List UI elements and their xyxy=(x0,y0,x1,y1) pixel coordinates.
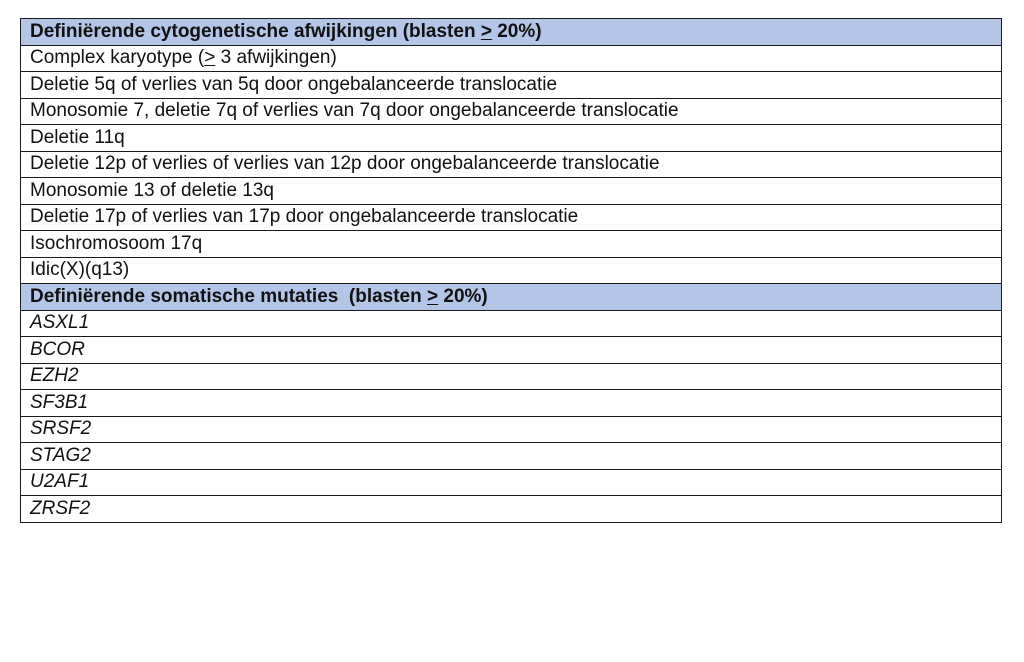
header-text: Definiërende somatische mutaties (blasten xyxy=(30,285,428,307)
definitions-table-container xyxy=(20,18,1002,523)
table-row xyxy=(21,363,1002,390)
table-row xyxy=(21,125,1002,152)
table-row xyxy=(21,496,1002,523)
table-cell: Deletie 17p of verlies van 17p door ongebalanceerde translocatie xyxy=(21,204,1002,231)
cell-text: 3 afwijkingen) xyxy=(215,47,337,69)
header-text: 20%) xyxy=(438,285,488,307)
header-text: Definiërende cytogenetische afwijkingen (blasten xyxy=(30,20,481,42)
table-row xyxy=(21,337,1002,364)
gene-cell: EZH2 xyxy=(21,363,1002,390)
table-row xyxy=(21,178,1002,205)
table-cell: Deletie 12p of verlies of verlies van 12p door ongebalanceerde translocatie xyxy=(21,151,1002,178)
section-header-somatic xyxy=(21,284,1002,311)
greater-equal-symbol: > xyxy=(427,285,439,307)
gene-cell: SRSF2 xyxy=(21,416,1002,443)
table-cell: Monosomie 13 of deletie 13q xyxy=(21,178,1002,205)
table-row xyxy=(21,204,1002,231)
section-header-row xyxy=(21,284,1002,311)
header-text: 20%) xyxy=(491,20,542,42)
table-row xyxy=(21,72,1002,99)
table-row xyxy=(21,416,1002,443)
table-row xyxy=(21,469,1002,496)
gene-cell: ZRSF2 xyxy=(21,496,1002,523)
gene-cell: SF3B1 xyxy=(21,390,1002,417)
table-row xyxy=(21,390,1002,417)
section-header-cytogenetic xyxy=(21,19,1002,46)
table-row xyxy=(21,151,1002,178)
table-cell xyxy=(21,45,1002,72)
table-cell: Deletie 11q xyxy=(21,125,1002,152)
gene-cell: U2AF1 xyxy=(21,469,1002,496)
table-row xyxy=(21,257,1002,284)
gene-cell: ASXL1 xyxy=(21,310,1002,337)
cell-text: Complex karyotype ( xyxy=(30,47,205,69)
gene-cell: STAG2 xyxy=(21,443,1002,470)
table-row xyxy=(21,443,1002,470)
table-cell: Idic(X)(q13) xyxy=(21,257,1002,284)
table-row xyxy=(21,98,1002,125)
table-row xyxy=(21,310,1002,337)
table-cell: Deletie 5q of verlies van 5q door ongebalanceerde translocatie xyxy=(21,72,1002,99)
greater-equal-symbol: > xyxy=(204,47,216,69)
table-row xyxy=(21,45,1002,72)
definitions-table xyxy=(20,18,1002,523)
table-cell: Isochromosoom 17q xyxy=(21,231,1002,258)
section-header-row xyxy=(21,19,1002,46)
table-row xyxy=(21,231,1002,258)
table-cell: Monosomie 7, deletie 7q of verlies van 7q door ongebalanceerde translocatie xyxy=(21,98,1002,125)
gene-cell: BCOR xyxy=(21,337,1002,364)
greater-equal-symbol: > xyxy=(480,20,492,42)
